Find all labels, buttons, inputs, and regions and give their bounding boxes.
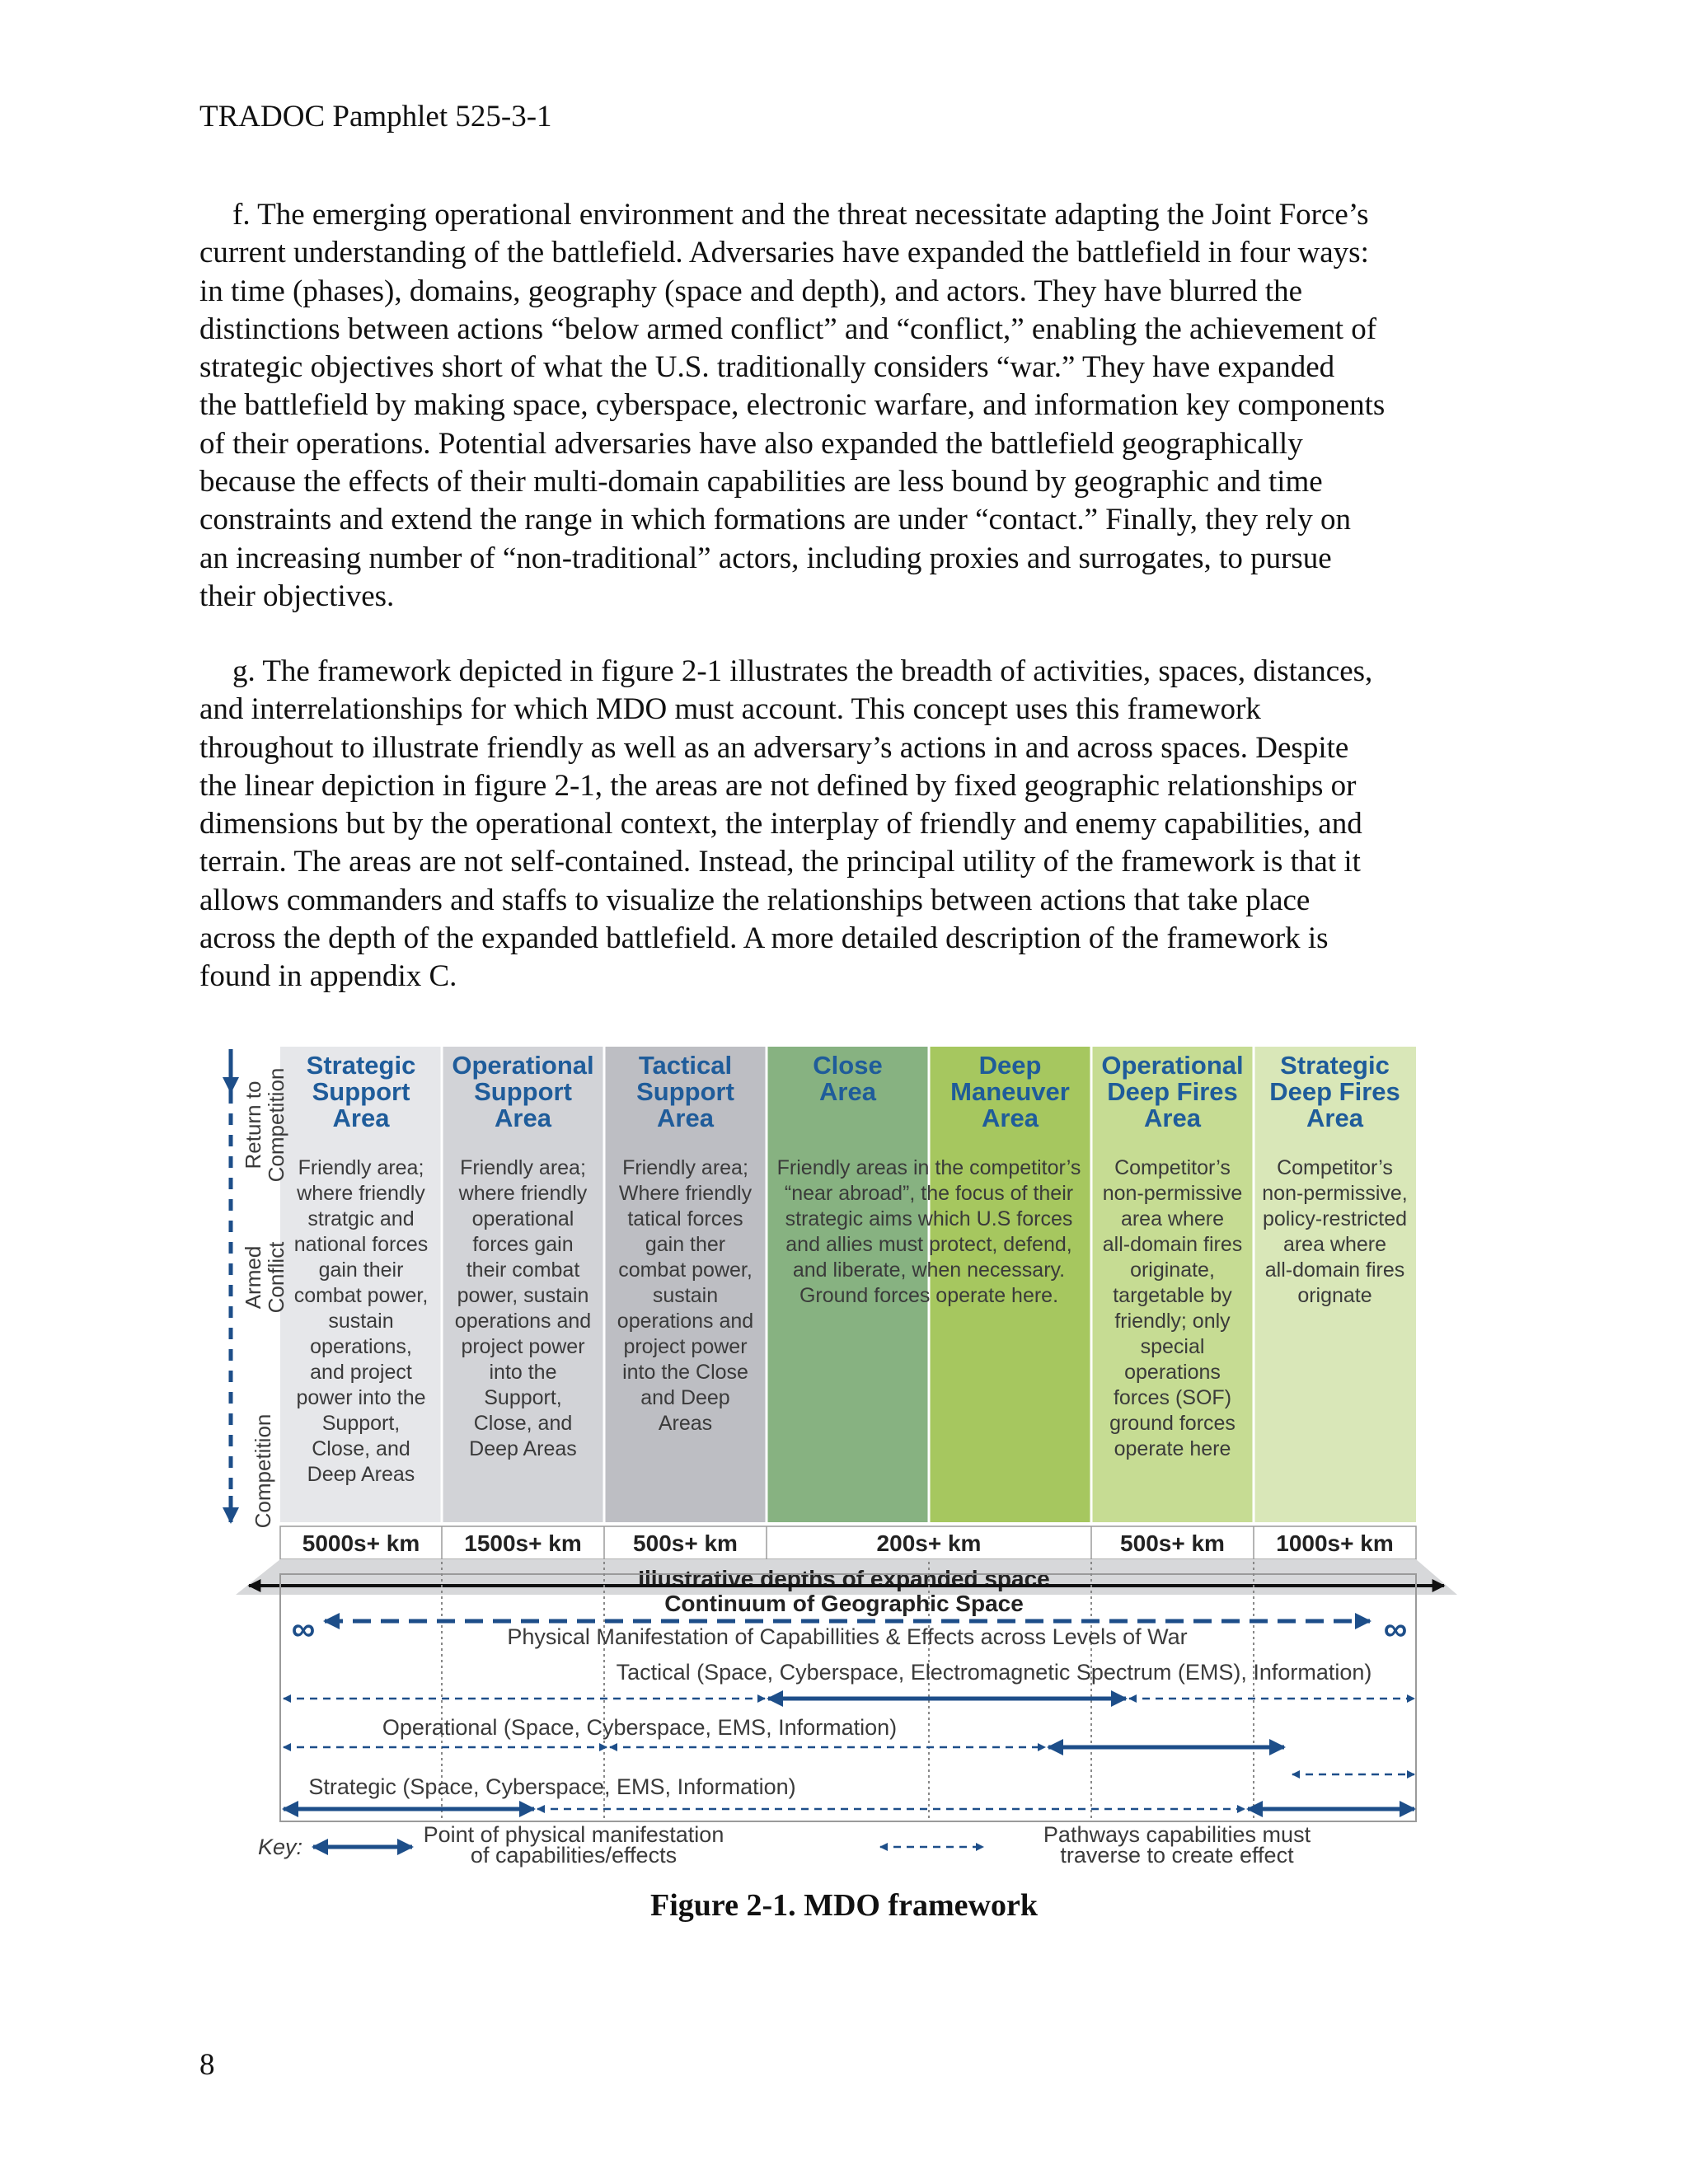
paragraph-line: in time (phases), domains, geography (space and depth), and actors. They have blurred the	[199, 274, 1303, 308]
side-label-line: Conflict	[264, 1241, 288, 1314]
armed-conflict-label	[241, 1241, 288, 1313]
area-description-line: operational	[471, 1207, 574, 1230]
area-description-line: project power	[461, 1335, 585, 1358]
page-number: 8	[199, 2048, 215, 2082]
area-description-line: project power	[623, 1335, 748, 1358]
area-title-line: Support	[474, 1077, 572, 1106]
area-title-line: Deep	[978, 1051, 1042, 1080]
close-deep-description-line: and liberate, when necessary.	[792, 1258, 1066, 1282]
running-head: TRADOC Pamphlet 525-3-1	[199, 100, 552, 134]
paragraph-line: and interrelationships for which MDO must account. This concept uses this framework	[199, 692, 1261, 727]
area-title-line: Area	[495, 1104, 551, 1132]
key-dashed-label: Pathways capabilities must	[1043, 1822, 1311, 1847]
area-description-line: where friendly	[458, 1182, 588, 1205]
area-description-line: gain their	[318, 1258, 404, 1282]
area-description-line: operations and	[617, 1310, 754, 1333]
tactical-level-label: Tactical (Space, Cyberspace, Electromagnetic Spectrum (EMS), Information)	[616, 1660, 1372, 1685]
paragraph-line: distinctions between actions “below armed conflict” and “conflict,” enabling the achievement of	[199, 312, 1377, 346]
area-description-line: and project	[310, 1361, 412, 1384]
paragraph-line: the linear depiction in figure 2-1, the areas are not defined by fixed geographic relationships or	[199, 768, 1357, 803]
area-title-line: Area	[819, 1077, 876, 1106]
paragraph-line: terrain. The areas are not self-contained. Instead, the principal utility of the framework is that it	[199, 845, 1361, 879]
paragraph-line: f. The emerging operational environment and the threat necessitate adapting the Joint Force’s	[232, 198, 1369, 232]
paragraph-line: across the depth of the expanded battlefield. A more detailed description of the framework is	[199, 921, 1329, 956]
area-description-line: Competitor’s	[1114, 1156, 1231, 1179]
area-description-line: Friendly area;	[622, 1156, 748, 1179]
area-description-line: Support,	[321, 1412, 401, 1435]
close-deep-description-line: Friendly areas in the competitor’s	[776, 1156, 1081, 1179]
area-title-line: Area	[332, 1104, 390, 1132]
area-description-line: stratgic and	[307, 1207, 415, 1230]
area-description-line: operate here	[1114, 1437, 1231, 1460]
area-description-line: into the Close	[622, 1361, 748, 1384]
area-description-line: Close, and	[473, 1412, 573, 1435]
area-description-line: non-permissive	[1102, 1182, 1243, 1205]
area-description-line: all-domain fires	[1102, 1233, 1243, 1256]
depth-label: 1500s+ km	[464, 1530, 582, 1556]
area-description-line: area where	[1282, 1233, 1387, 1256]
area-description-line: all-domain fires	[1264, 1258, 1405, 1282]
area-title-line: Tactical	[638, 1051, 733, 1080]
paragraph-line: constraints and extend the range in which formations are under “contact.” Finally, they rely on	[199, 503, 1351, 537]
area-description-line: Deep Areas	[469, 1437, 577, 1460]
area-title-line: Maneuver	[950, 1077, 1070, 1106]
area-description-line: targetable by	[1113, 1284, 1232, 1307]
area-description-line: area where	[1120, 1207, 1225, 1230]
close-deep-description-line: and allies must protect, defend,	[785, 1233, 1072, 1256]
depth-label: 5000s+ km	[302, 1530, 420, 1556]
infinity-right: ∞	[1383, 1611, 1408, 1647]
area-title-line: Area	[1144, 1104, 1201, 1132]
area-description-line: Friendly area;	[298, 1156, 424, 1179]
depth-label: 500s+ km	[633, 1530, 738, 1556]
paragraph-line: allows commanders and staffs to visualize the relationships between actions that take place	[199, 883, 1311, 917]
key-dashed-label: traverse to create effect	[1060, 1843, 1294, 1868]
paragraph-line: because the effects of their multi-domain capabilities are less bound by geographic and time	[199, 465, 1323, 499]
return-to-competition-label	[241, 1068, 288, 1183]
area-title-line: Support	[636, 1077, 734, 1106]
area-description-line: friendly; only	[1114, 1310, 1231, 1333]
area-title-line: Area	[982, 1104, 1039, 1132]
area-description-line: combat power,	[618, 1258, 753, 1282]
paragraph-line: of their operations. Potential adversaries have also expanded the battlefield geographically	[199, 426, 1303, 461]
area-description-line: tatical forces	[627, 1207, 743, 1230]
paragraph-line: found in appendix C.	[199, 959, 457, 994]
paragraph-line: current understanding of the battlefield. Adversaries have expanded the battlefield in four ways:	[199, 236, 1369, 270]
close-deep-description-line: “near abroad”, the focus of their	[784, 1182, 1074, 1205]
area-description-line: sustain	[652, 1284, 719, 1307]
paragraph-f	[199, 196, 1518, 616]
physical-manifestation-label: Physical Manifestation of Capabillities & Effects across Levels of War	[507, 1624, 1188, 1649]
area-title-line: Strategic	[1280, 1051, 1390, 1080]
area-description-line: Friendly area;	[460, 1156, 586, 1179]
area-description-line: policy-restricted	[1262, 1207, 1408, 1230]
illustrative-depths-label: Illustrative depths of expanded space	[638, 1566, 1050, 1591]
area-description-line: Areas	[658, 1412, 713, 1435]
area-title-line: Deep Fires	[1269, 1077, 1400, 1106]
close-deep-description-line: strategic aims which U.S forces	[785, 1207, 1073, 1230]
operational-level-label: Operational (Space, Cyberspace, EMS, Information)	[382, 1715, 898, 1740]
area-description-line: national forces	[293, 1233, 429, 1256]
area-description-line: power into the	[296, 1386, 426, 1409]
area-title-line: Area	[1306, 1104, 1363, 1132]
paragraph-g	[199, 653, 1518, 996]
close-deep-description-line: Ground forces operate here.	[799, 1284, 1059, 1307]
figure-caption: Figure 2-1. MDO framework	[650, 1888, 1038, 1923]
side-label-line: Competition	[251, 1413, 275, 1529]
area-description-line: sustain	[328, 1310, 394, 1333]
area-title-line: Area	[657, 1104, 714, 1132]
area-description-line: combat power,	[293, 1284, 429, 1307]
key-label: Key:	[258, 1835, 303, 1859]
area-description-line: power, sustain	[457, 1284, 589, 1307]
area-description-line: non-permissive,	[1262, 1182, 1408, 1205]
key-solid-label: of capabilities/effects	[470, 1843, 678, 1868]
area-title-line: Strategic	[306, 1051, 416, 1080]
competition-label	[251, 1414, 275, 1529]
paragraph-line: their objectives.	[199, 579, 395, 613]
area-description-line: forces (SOF)	[1113, 1386, 1232, 1409]
area-description-line: ground forces	[1109, 1412, 1236, 1435]
area-description-line: their combat	[466, 1258, 580, 1282]
area-title-line: Operational	[1101, 1051, 1244, 1080]
paragraph-line: throughout to illustrate friendly as well as an adversary’s actions in and across spaces. Despite	[199, 730, 1349, 765]
infinity-left: ∞	[291, 1611, 316, 1647]
area-description-line: Support,	[484, 1386, 562, 1409]
side-label-line: Armed	[241, 1245, 265, 1310]
area-description-line: Where friendly	[618, 1182, 753, 1205]
area-description-line: operations and	[454, 1310, 592, 1333]
area-description-line: special	[1140, 1335, 1205, 1358]
area-description-line: where friendly	[297, 1182, 425, 1205]
area-description-line: orignate	[1297, 1284, 1372, 1307]
depth-row	[280, 1526, 1416, 1559]
area-description-line: and Deep	[640, 1386, 730, 1409]
depth-label: 500s+ km	[1120, 1530, 1225, 1556]
mdo-framework-figure	[221, 1034, 1474, 1875]
area-title-line: Deep Fires	[1107, 1077, 1238, 1106]
area-description-line: operations	[1124, 1361, 1221, 1384]
key-solid-label: Point of physical manifestation	[423, 1822, 724, 1847]
paragraph-line: dimensions but by the operational context, the interplay of friendly and enemy capabilities, and	[199, 807, 1362, 841]
continuum-label: Continuum of Geographic Space	[664, 1591, 1024, 1616]
area-title-line: Operational	[452, 1051, 594, 1080]
area-description-line: Competitor’s	[1277, 1156, 1393, 1179]
area-description-line: into the	[489, 1361, 557, 1384]
paragraph-line: the battlefield by making space, cyberspace, electronic warfare, and information key components	[199, 388, 1386, 423]
area-title-line: Support	[312, 1077, 410, 1106]
area-description-line: forces gain	[472, 1233, 574, 1256]
area-description-line: originate,	[1130, 1258, 1215, 1282]
strategic-level-label: Strategic (Space, Cyberspace, EMS, Information)	[308, 1774, 796, 1799]
depth-label: 1000s+ km	[1276, 1530, 1394, 1556]
area-description-line: Close, and	[312, 1437, 410, 1460]
side-label-line: Return to	[241, 1080, 265, 1169]
depth-label: 200s+ km	[876, 1530, 982, 1556]
area-description-line: gain ther	[645, 1233, 726, 1256]
side-label-line: Competition	[264, 1067, 288, 1183]
paragraph-line: strategic objectives short of what the U.S. traditionally considers “war.” They have expanded	[199, 350, 1335, 385]
area-description-line: Deep Areas	[307, 1463, 415, 1486]
paragraph-line: an increasing number of “non-traditional” actors, including proxies and surrogates, to pursue	[199, 541, 1332, 575]
area-title-line: Close	[813, 1051, 883, 1080]
paragraph-line: g. The framework depicted in figure 2-1 illustrates the breadth of activities, spaces, distances,	[232, 654, 1373, 688]
area-description-line: operations,	[310, 1335, 412, 1358]
